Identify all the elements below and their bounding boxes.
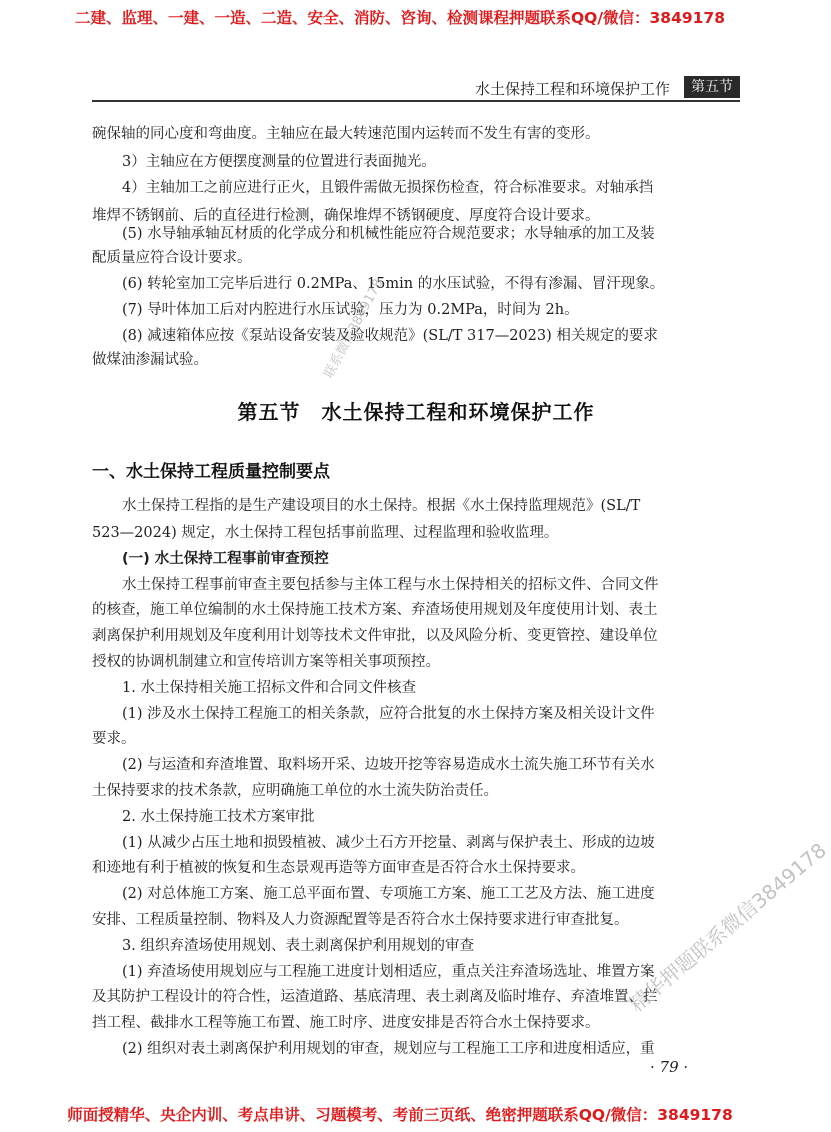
text-line: 土保持要求的技术条款，应明确施工单位的水土流失防治责任。 bbox=[92, 783, 498, 799]
text-line: (2) 与运渣和弃渣堆置、取料场开采、边坡开挖等容易造成水土流失施工环节有关水 bbox=[122, 757, 655, 773]
top-promo-banner: 二建、监理、一建、一造、二造、安全、消防、咨询、检测课程押题联系QQ/微信：3849178 bbox=[74, 9, 725, 27]
watermark: 联系微信3849178 bbox=[321, 276, 387, 381]
subheading: (一) 水土保持工程事前审查预控 bbox=[122, 551, 329, 567]
text-line: (8) 减速箱体应按《泵站设备安装及验收规范》(SL/T 317—2023) 相关规定的要求 bbox=[122, 328, 658, 344]
text-line: 和迹地有利于植被的恢复和生态景观再造等方面审查是否符合水土保持要求。 bbox=[92, 860, 585, 876]
section-title: 第五节 水土保持工程和环境保护工作 bbox=[237, 400, 595, 424]
text-line: (7) 导叶体加工后对内腔进行水压试验，压力为 0.2MPa，时间为 2h。 bbox=[122, 302, 579, 318]
text-line: 授权的协调机制建立和宣传培训方案等相关事项预控。 bbox=[92, 654, 440, 670]
text-line: 水土保持工程事前审查主要包括参与主体工程与水土保持相关的招标文件、合同文件 bbox=[122, 577, 659, 593]
text-line: (2) 对总体施工方案、施工总平面布置、专项施工方案、施工工艺及方法、施工进度 bbox=[122, 886, 655, 902]
text-line: 堆焊不锈钢前、后的直径进行检测，确保堆焊不锈钢硬度、厚度符合设计要求。 bbox=[92, 208, 600, 224]
watermark: 精华押题联系微信3849178 bbox=[624, 837, 831, 1017]
text-line: 523—2024) 规定，水土保持工程包括事前监理、过程监理和验收监理。 bbox=[92, 525, 559, 541]
text-line: 要求。 bbox=[92, 731, 136, 747]
text-line: 剥离保护利用规划及年度利用计划等技术文件审批，以及风险分析、变更管控、建设单位 bbox=[92, 628, 658, 644]
text-line: (1) 从减少占压土地和损毁植被、减少土石方开挖量、剥离与保护表土、形成的边坡 bbox=[122, 835, 655, 851]
subheading: 3. 组织弃渣场使用规划、表土剥离保护利用规划的审查 bbox=[122, 938, 474, 954]
text-line: 4）主轴加工之前应进行正火，且锻件需做无损探伤检查，符合标准要求。对轴承挡 bbox=[122, 180, 654, 196]
text-line: 水土保持工程指的是生产建设项目的水土保持。根据《水土保持监理规范》(SL/T bbox=[122, 498, 641, 514]
text-line: (6) 转轮室加工完毕后进行 0.2MPa、15min 的水压试验，不得有渗漏、冒汗现象。 bbox=[122, 276, 665, 292]
text-line: 碗保轴的同心度和弯曲度。主轴应在最大转速范围内运转而不发生有害的变形。 bbox=[92, 126, 600, 142]
text-line: 3）主轴应在方便摆度测量的位置进行表面抛光。 bbox=[122, 154, 436, 170]
text-line: 的核查，施工单位编制的水土保持施工技术方案、弃渣场使用规划及年度使用计划、表土 bbox=[92, 602, 658, 618]
text-line: 及其防护工程设计的符合性，运渣道路、基底清理、表土剥离及临时堆存、弃渣堆置、拦 bbox=[92, 989, 658, 1005]
text-line: 挡工程、截排水工程等施工布置、施工时序、进度安排是否符合水土保持要求。 bbox=[92, 1015, 600, 1031]
text-line: 安排、工程质量控制、物料及人力资源配置等是否符合水土保持要求进行审查批复。 bbox=[92, 912, 629, 928]
text-line: (2) 组织对表土剥离保护利用规划的审查，规划应与工程施工工序和进度相适应，重 bbox=[122, 1041, 655, 1057]
heading-level-1: 一、水土保持工程质量控制要点 bbox=[92, 462, 330, 482]
header-rule bbox=[92, 100, 740, 102]
running-header-title: 水土保持工程和环境保护工作 bbox=[474, 80, 670, 98]
running-header-badge: 第五节 bbox=[684, 76, 740, 98]
page-number: · 79 · bbox=[650, 1058, 689, 1076]
text-line: (5) 水导轴承轴瓦材质的化学成分和机械性能应符合规范要求；水导轴承的加工及装 bbox=[122, 226, 655, 242]
text-line: (1) 弃渣场使用规划应与工程施工进度计划相适应，重点关注弃渣场选址、堆置方案 bbox=[122, 964, 655, 980]
bottom-promo-banner: 师面授精华、央企内训、考点串讲、习题模考、考前三页纸、绝密押题联系QQ/微信：3849178 bbox=[67, 1106, 733, 1124]
text-line: 做煤油渗漏试验。 bbox=[92, 352, 208, 368]
text-line: 配质量应符合设计要求。 bbox=[92, 250, 252, 266]
subheading: 2. 水土保持施工技术方案审批 bbox=[122, 809, 315, 825]
subheading: 1. 水土保持相关施工招标文件和合同文件核查 bbox=[122, 680, 416, 696]
text-line: (1) 涉及水土保持工程施工的相关条款，应符合批复的水土保持方案及相关设计文件 bbox=[122, 706, 655, 722]
